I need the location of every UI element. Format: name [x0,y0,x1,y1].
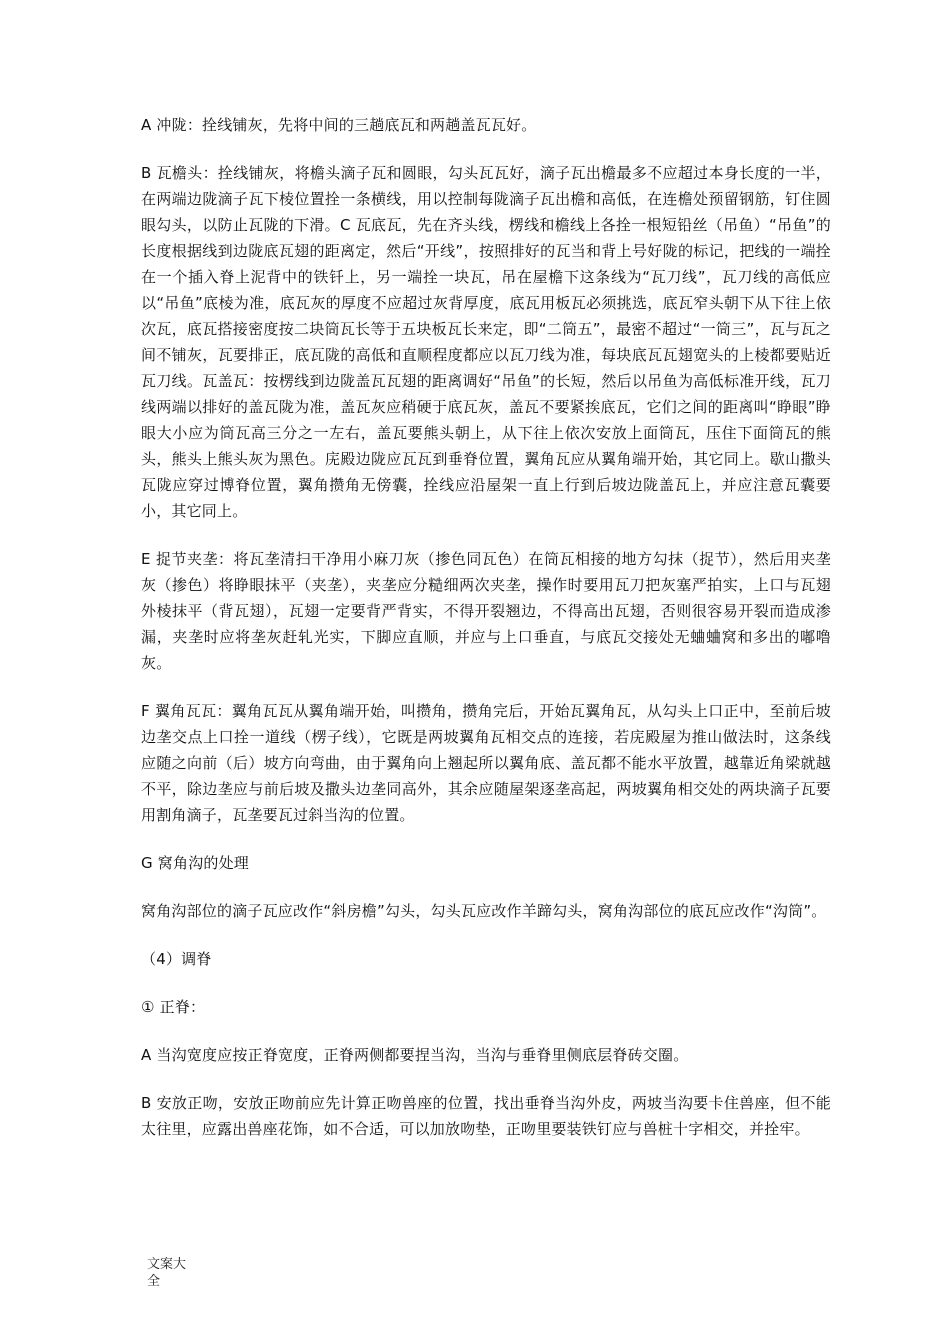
paragraph-valley-treatment: 窝角沟部位的滴子瓦应改作“斜房檐”勾头，勾头瓦应改作羊蹄勾头，窝角沟部位的底瓦应改作“沟筒”。 [141,902,827,920]
document-body [141,112,831,1164]
page-footer: 文案大全 [147,1257,187,1289]
paragraph-eave-tiles: B 瓦檐头：拴线铺灰，将檐头滴子瓦和圆眼，勾头瓦瓦好，滴子瓦出檐最多不应超过本身长度的一半，在两端边陇滴子瓦下棱位置拴一条横线，用以控制每陇滴子瓦出檐和高低，在连檐处预留钢筋，钉住圆眼勾头，以防止瓦陇的下滑。C 瓦底瓦，先在齐头线，楞线和檐线上各拴一根短铅丝（吊鱼）“吊鱼”的长度根据线到边陇底瓦翅的距离定，然后“开线”，按照排好的瓦当和背上号好陇的标记，把线的一端拴在一个插入脊上泥背中的铁钎上，另一端拴一块瓦，吊在屋檐下这条线为“瓦刀线”，瓦刀线的高低应以“吊鱼”底棱为准，底瓦灰的厚度不应超过灰背厚度，底瓦用板瓦必须挑选，底瓦窄头朝下从下往上依次瓦，底瓦搭接密度按二块筒瓦长等于五块板瓦长来定，即“二筒五”，最密不超过“一筒三”，瓦与瓦之间不铺灰，瓦要排正，底瓦陇的高低和直顺程度都应以瓦刀线为准，每块底瓦瓦翅宽头的上棱都要贴近瓦刀线。瓦盖瓦：按楞线到边陇盖瓦瓦翅的距离调好“吊鱼”的长短，然后以吊鱼为高低标准开线，瓦刀线两端以排好的盖瓦陇为准，盖瓦灰应稍硬于底瓦灰，盖瓦不要紧挨底瓦，它们之间的距离叫“睁眼”睁眼大小应为筒瓦高三分之一左右，盖瓦要熊头朝上，从下往上依次安放上面筒瓦，压住下面筒瓦的熊头，熊头上熊头灰为黑色。庑殿边陇应瓦瓦到垂脊位置，翼角瓦应从翼角端开始，其它同上。歇山撒头瓦陇应穿过博脊位置，翼角攒角无傍囊，拴线应沿屋架一直上行到后坡边陇盖瓦上，并应注意瓦囊要小，其它同上。 [141,164,831,520]
paragraph-ridge-ornament: B 安放正吻，安放正吻前应先计算正吻兽座的位置，找出垂脊当沟外皮，两坡当沟要卡住兽座，但不能太往里，应露出兽座花饰，如不合适，可以加放吻垫，正吻里要装铁钉应与兽桩十字相交，并拴牢。 [141,1094,831,1138]
paragraph-joint-pointing: E 捉节夹垄：将瓦垄清扫干净用小麻刀灰（掺色同瓦色）在筒瓦相接的地方勾抹（捉节），然后用夹垄灰（掺色）将睁眼抹平（夹垄），夹垄应分糙细两次夹垄，操作时要用瓦刀把灰塞严拍实，上口与瓦翅外棱抹平（背瓦翅），瓦翅一定要背严背实，不得开裂翘边，不得高出瓦翅，否则很容易开裂而造成渗漏，夹垄时应将垄灰赶轧光实，下脚应直顺，并应与上口垂直，与底瓦交接处无蛐蛐窝和多出的嘟噜灰。 [141,550,831,672]
section-heading-ridge: （4）调脊 [141,950,212,968]
subsection-heading-main-ridge: ① 正脊： [141,998,206,1016]
paragraph-chonglong: A 冲陇：拴线铺灰，先将中间的三趟底瓦和两趟盖瓦瓦好。 [141,116,537,134]
paragraph-valley-heading: G 窝角沟的处理 [141,854,249,872]
paragraph-ridge-gutter: A 当沟宽度应按正脊宽度，正脊两侧都要捏当沟，当沟与垂脊里侧底层脊砖交圈。 [141,1046,689,1064]
paragraph-wing-corner-tiles: F 翼角瓦瓦：翼角瓦瓦从翼角端开始，叫攒角，攒角完后，开始瓦翼角瓦，从勾头上口正中，至前后坡边垄交点上口拴一道线（楞子线），它既是两坡翼角瓦相交点的连接，若庑殿屋为推山做法时，这条线应随之向前（后）坡方向弯曲，由于翼角向上翘起所以翼角底、盖瓦都不能水平放置，越靠近角梁就越不平，除边垄应与前后坡及撒头边垄同高外，其余应随屋架逐垄高起，两坡翼角相交处的两块滴子瓦要用割角滴子，瓦垄要瓦过斜当沟的位置。 [141,702,831,824]
